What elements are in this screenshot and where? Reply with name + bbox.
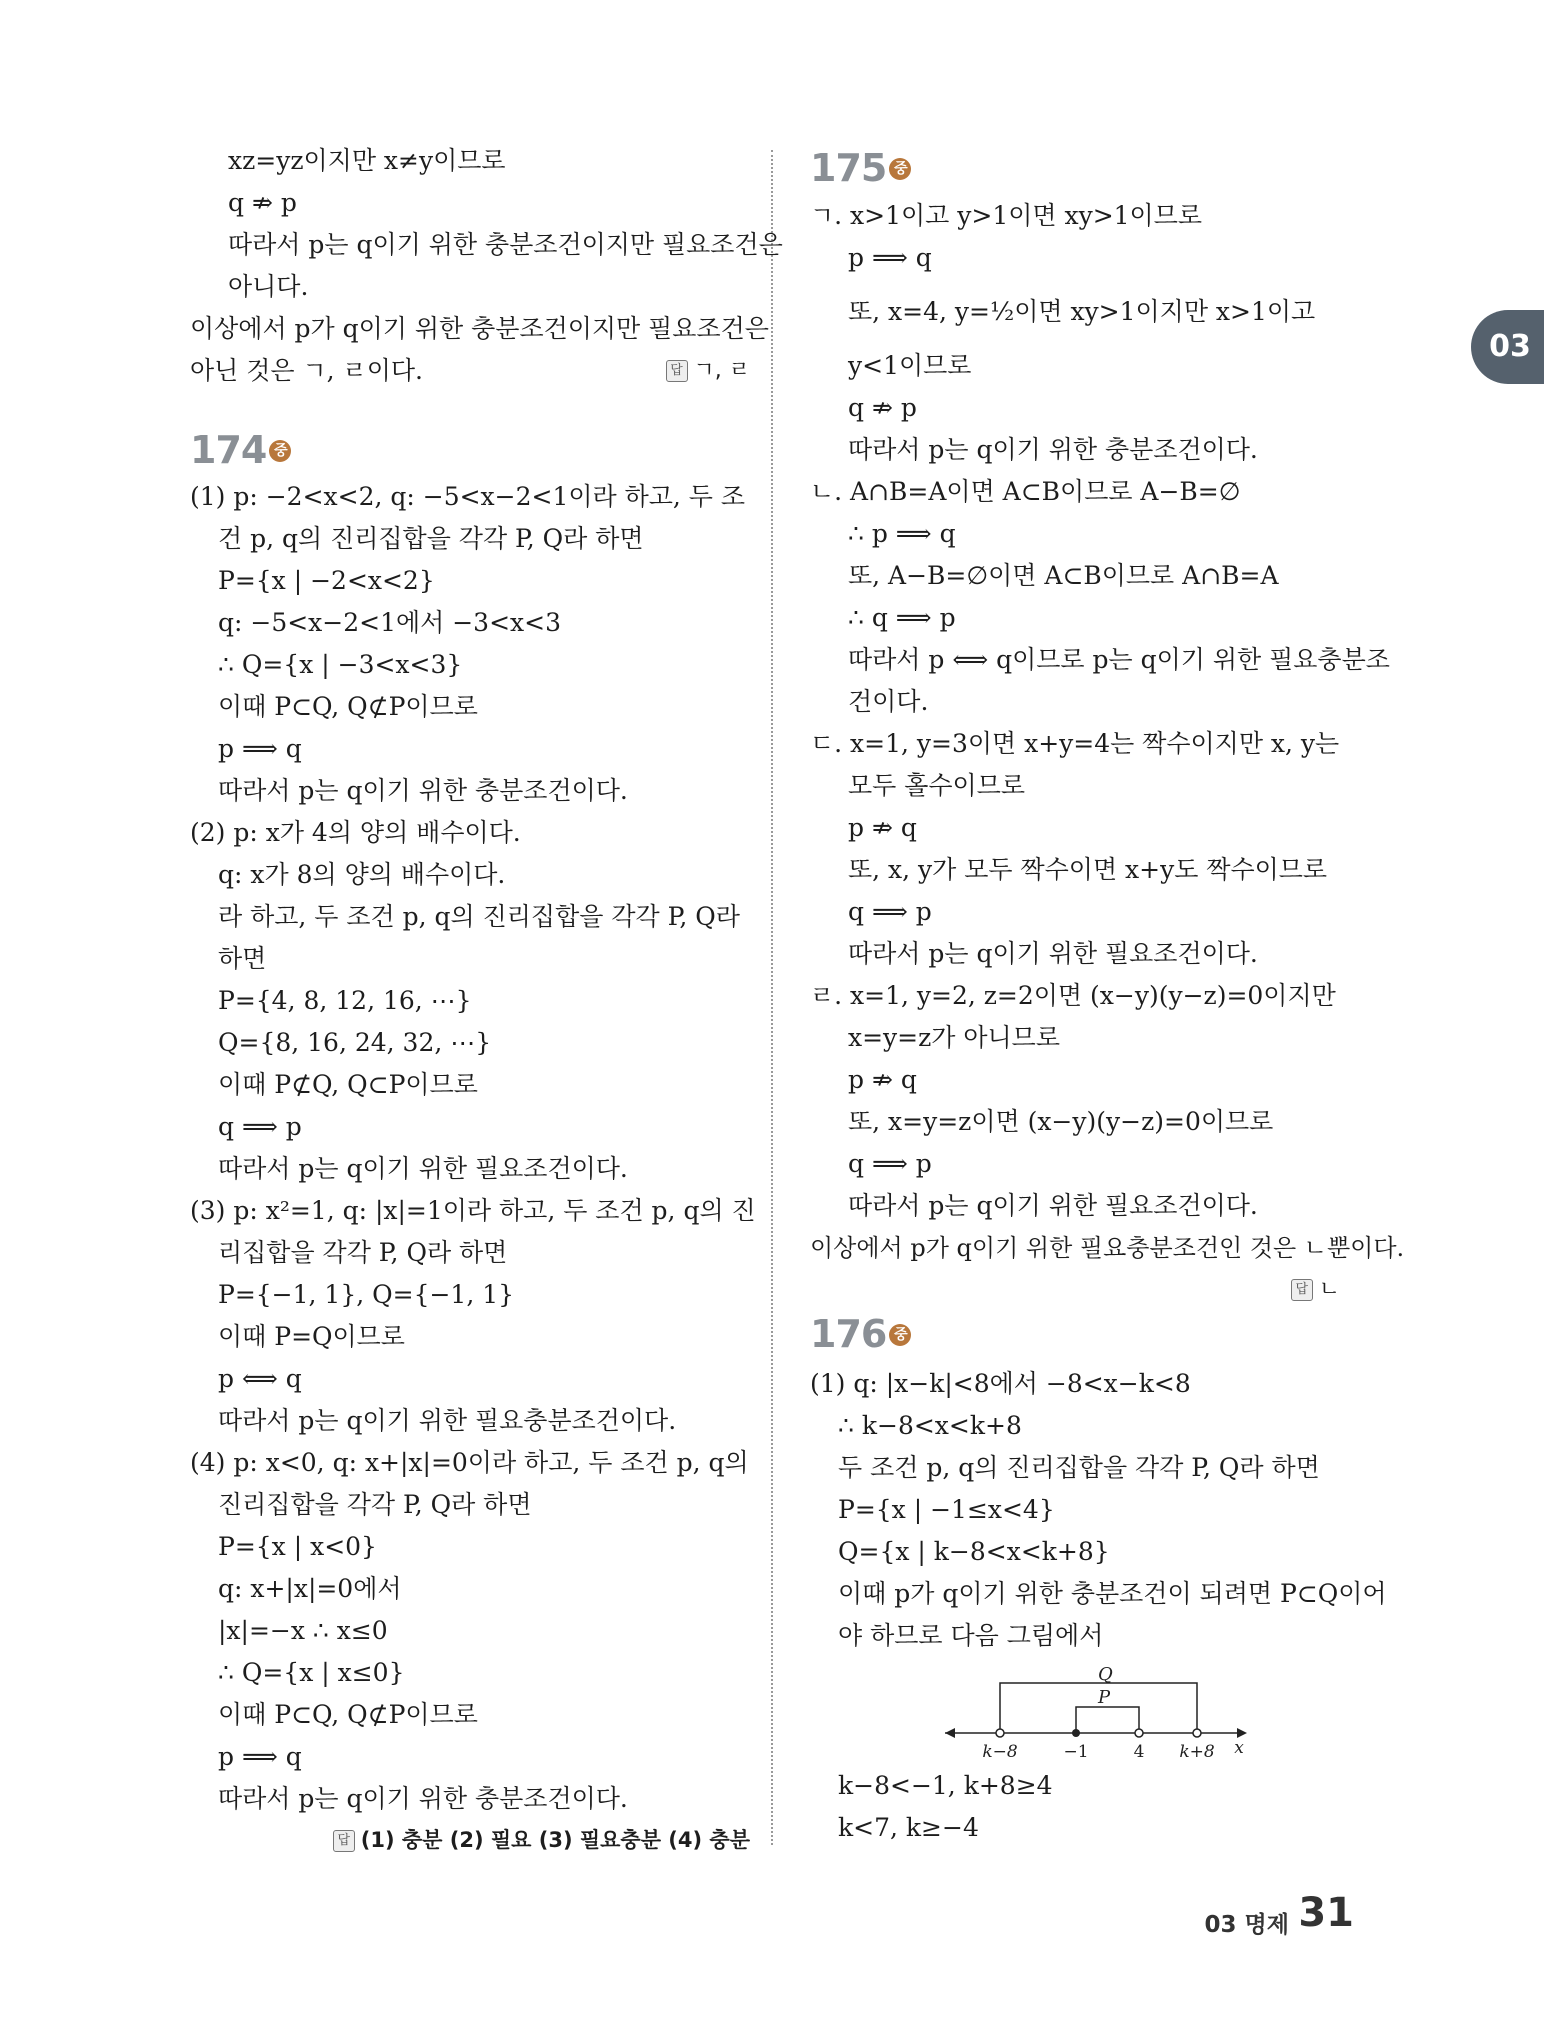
text-line: 또, x, y가 모두 짝수이면 x+y도 짝수이므로 (848, 855, 1328, 884)
problem-number (810, 1312, 911, 1356)
problem-number (190, 428, 291, 472)
text-line: 라 하고, 두 조건 p, q의 진리집합을 각각 P, Q라 (218, 902, 740, 931)
tick-label: 4 (1133, 1742, 1145, 1762)
number-line-figure (945, 1667, 1265, 1767)
label-p: P (1098, 1687, 1111, 1708)
text-line: q: −5<x−2<1에서 −3<x<3 (218, 608, 561, 637)
text-line: 따라서 p는 q이기 위한 충분조건이지만 필요조건은 (228, 230, 783, 259)
text-line: 건 p, q의 진리집합을 각각 P, Q라 하면 (218, 524, 644, 553)
label-q: Q (1098, 1667, 1113, 1685)
text-line: 이때 P⊄Q, Q⊂P이므로 (218, 1070, 478, 1099)
text-line: ㄷ. x=1, y=3이면 x+y=4는 짝수이지만 x, y는 (810, 729, 1340, 758)
text-line: (1) p: −2<x<2, q: −5<x−2<1이라 하고, 두 조 (190, 482, 746, 511)
chapter-footer: 03 명제 (1204, 1912, 1289, 1938)
text-line: ∴ k−8<x<k+8 (838, 1411, 1022, 1440)
text-line: (1) q: |x−k|<8에서 −8<x−k<8 (810, 1369, 1191, 1398)
text-line: 진리집합을 각각 P, Q라 하면 (218, 1490, 532, 1519)
text-line: (3) p: x²=1, q: |x|=1이라 하고, 두 조건 p, q의 진 (190, 1196, 756, 1225)
axis-label: x (1234, 1738, 1244, 1758)
text-line: 이상에서 p가 q이기 위한 충분조건이지만 필요조건은 (190, 314, 769, 343)
text-line: xz=yz이지만 x≠y이므로 (228, 146, 506, 175)
text-line: 건이다. (848, 687, 929, 716)
column-divider (771, 150, 773, 1845)
text-line: ∴ Q={x | x≤0} (218, 1658, 405, 1687)
text-line: q ⟹ p (848, 1149, 932, 1178)
text-line: Q={8, 16, 24, 32, ⋯} (218, 1028, 492, 1057)
text-line: 아닌 것은 ㄱ, ㄹ이다. (190, 356, 423, 385)
text-line: x=y=z가 아니므로 (848, 1023, 1060, 1052)
text-line: 또, x=y=z이면 (x−y)(y−z)=0이므로 (848, 1107, 1274, 1136)
text-line: ∴ p ⟹ q (848, 519, 956, 548)
text-line: |x|=−x ∴ x≤0 (218, 1616, 388, 1645)
chapter-tab: 03 (1471, 310, 1544, 384)
text-line: 하면 (218, 944, 267, 973)
text-line: 따라서 p는 q이기 위한 충분조건이다. (218, 1784, 628, 1813)
problem-number-text: 174 (190, 428, 267, 472)
text-line: 따라서 p는 q이기 위한 필요조건이다. (848, 1191, 1258, 1220)
page-number: 31 (1298, 1890, 1354, 1936)
text-line: 이때 p가 q이기 위한 충분조건이 되려면 P⊂Q이어 (838, 1579, 1387, 1608)
difficulty-badge: 중 (889, 158, 911, 180)
text-line: 따라서 p ⟺ q이므로 p는 q이기 위한 필요충분조 (848, 645, 1390, 674)
text-line: ∴ Q={x | −3<x<3} (218, 650, 463, 679)
difficulty-badge: 중 (889, 1324, 911, 1346)
text-line: 따라서 p는 q이기 위한 필요조건이다. (848, 939, 1258, 968)
text-line: q: x+|x|=0에서 (218, 1574, 402, 1603)
text-line: 따라서 p는 q이기 위한 필요조건이다. (218, 1154, 628, 1183)
text-line: p ⟺ q (218, 1364, 302, 1393)
text-line: 또, x=4, y=½이면 xy>1이지만 x>1이고 (848, 297, 1316, 326)
text-line: q ⟹ p (848, 897, 932, 926)
text-line: 또, A−B=∅이면 A⊂B이므로 A∩B=A (848, 561, 1279, 590)
text-line: Q={x | k−8<x<k+8} (838, 1537, 1110, 1566)
text-line: (2) p: x가 4의 양의 배수이다. (190, 818, 521, 847)
text-line: 리집합을 각각 P, Q라 하면 (218, 1238, 508, 1267)
closed-point (1072, 1729, 1080, 1737)
answer-text: ㄱ, ㄹ (693, 358, 750, 383)
text-line: 모두 홀수이므로 (848, 771, 1025, 800)
axis-arrow-right (1237, 1728, 1247, 1738)
text-line: ㄴ. A∩B=A이면 A⊂B이므로 A−B=∅ (810, 477, 1241, 506)
answer-text: ㄴ (1318, 1277, 1340, 1302)
tick-label: k−8 (982, 1742, 1018, 1762)
tick-label: k+8 (1179, 1742, 1215, 1762)
text-line: 이때 P⊂Q, Q⊄P이므로 (218, 692, 478, 721)
text-line: 따라서 p는 q이기 위한 충분조건이다. (218, 776, 628, 805)
text-line: p ⇏ q (848, 1065, 917, 1094)
text-line: 이때 P=Q이므로 (218, 1322, 405, 1351)
text-line: k<7, k≥−4 (838, 1813, 979, 1842)
open-point (1135, 1729, 1143, 1737)
text-line: (4) p: x<0, q: x+|x|=0이라 하고, 두 조건 p, q의 (190, 1448, 749, 1477)
open-point (996, 1729, 1004, 1737)
text-line: p ⟹ q (218, 1742, 302, 1771)
text-line: P={4, 8, 12, 16, ⋯} (218, 986, 472, 1015)
text-line: 아니다. (228, 272, 309, 301)
answer-line (666, 355, 751, 387)
text-line: 야 하므로 다음 그림에서 (838, 1621, 1104, 1650)
answer-icon: 답 (333, 1830, 355, 1852)
text-line: ∴ q ⟹ p (848, 603, 956, 632)
text-line: q: x가 8의 양의 배수이다. (218, 860, 506, 889)
text-line: ㄹ. x=1, y=2, z=2이면 (x−y)(y−z)=0이지만 (810, 981, 1336, 1010)
axis-arrow-left (945, 1728, 955, 1738)
answer-icon: 답 (666, 360, 688, 382)
text-line: p ⇏ q (848, 813, 917, 842)
text-line: q ⇏ p (848, 393, 917, 422)
tick-label: −1 (1063, 1742, 1089, 1762)
set-p-bracket (1076, 1707, 1139, 1733)
answer-icon: 답 (1291, 1279, 1313, 1301)
text-line: 따라서 p는 q이기 위한 충분조건이다. (848, 435, 1258, 464)
text-line: 이때 P⊂Q, Q⊄P이므로 (218, 1700, 478, 1729)
text-line: q ⟹ p (218, 1112, 302, 1141)
problem-number (810, 146, 911, 190)
text-line: P={x | x<0} (218, 1532, 377, 1561)
text-line: 두 조건 p, q의 진리집합을 각각 P, Q라 하면 (838, 1453, 1320, 1482)
text-line: P={−1, 1}, Q={−1, 1} (218, 1280, 515, 1309)
problem-number-text: 176 (810, 1312, 887, 1356)
text-line: p ⟹ q (848, 243, 932, 272)
text-line: k−8<−1, k+8≥4 (838, 1771, 1053, 1800)
text-line: 따라서 p는 q이기 위한 필요충분조건이다. (218, 1406, 677, 1435)
text-line: q ⇏ p (228, 188, 297, 217)
answer-line (333, 1824, 750, 1856)
problem-number-text: 175 (810, 146, 887, 190)
answer-text: (1) 충분 (2) 필요 (3) 필요충분 (4) 충분 (360, 1828, 750, 1852)
difficulty-badge: 중 (269, 440, 291, 462)
text-line: ㄱ. x>1이고 y>1이면 xy>1이므로 (810, 201, 1202, 230)
open-point (1193, 1729, 1201, 1737)
text-line: 이상에서 p가 q이기 위한 필요충분조건인 것은 ㄴ뿐이다. (810, 1234, 1405, 1262)
text-line: y<1이므로 (848, 351, 972, 380)
text-line: P={x | −2<x<2} (218, 566, 435, 595)
text-line: p ⟹ q (218, 734, 302, 763)
answer-line (1291, 1274, 1340, 1306)
text-line: P={x | −1≤x<4} (838, 1495, 1055, 1524)
